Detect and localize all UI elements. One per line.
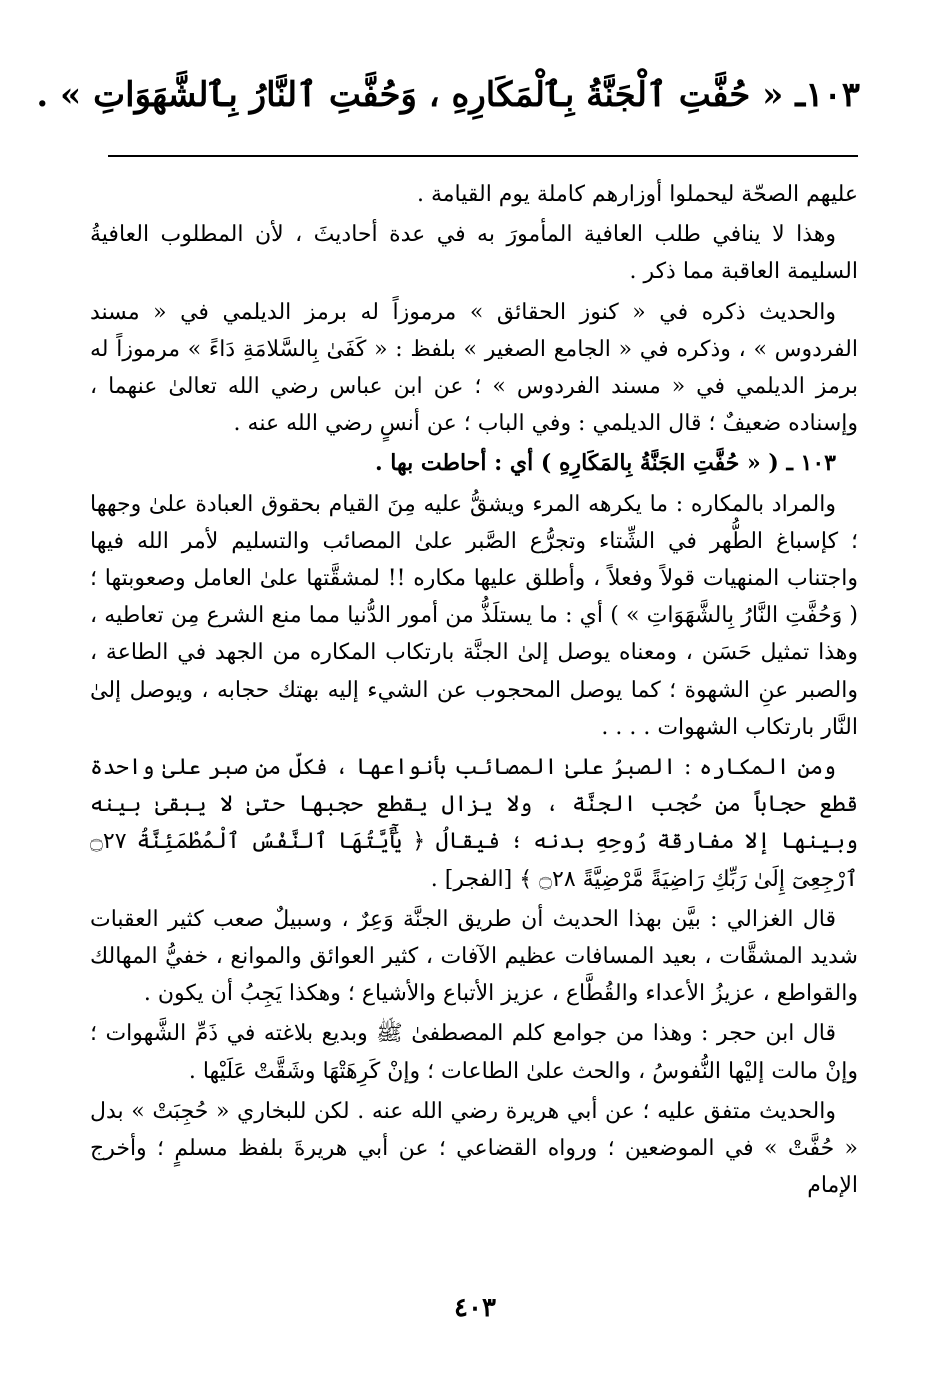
commentary-body: [90, 176, 858, 1207]
paragraph-2: وهذا لا ينافي طلب العافية المأمورَ به في عدة أحاديثَ ، لأن المطلوب العافيةُ السليمة العاقبة مما ذكر .: [90, 222, 858, 285]
paragraph-7: قال الغزالي : بيَّن بهذا الحديث أن طريق الجنَّة وَعِرٌ ، وسبيلٌ صعب كثير العقبات شديد المشقَّات ، بعيد المسافات عظيم الآفات ، كثير العوائق والموانع ، خفيُّ المهالك والقواطع ، عزيزُ الأعداء والقُطَّاع ، عزيز الأتباع والأشياع ؛ وهكذا يَجِبُ أن يكون .: [90, 906, 858, 1007]
paragraph-6: ومن المكاره : الصبرُ علىٰ المصائب بأنواعها ، فكلّ من صبر علىٰ واحدة قطع حجاباً من حُجب الجنَّة ، ولا يزال يقطع حجبها حتىٰ لا يبقىٰ بينه وبينها إلا مفارقة رُوحِهِ بدنه ؛ فيقالُ ﴿ يَٰٓأَيَّتُهَا ٱلنَّفْسُ ٱلْمُطْمَئِنَّةُ ۝٢٧ ٱرْجِعِىٓ إِلَىٰ رَبِّكِ رَاضِيَةً مَّرْضِيَّةً ۝٢٨ ﴾ [الفجر] .: [90, 755, 858, 892]
paragraph-1: عليهم الصحّة ليحملوا أوزارهم كاملة يوم القيامة .: [416, 182, 858, 207]
paragraph-5: والمراد بالمكاره : ما يكرهه المرء ويشقُّ عليه مِنَ القيام بحقوق العبادة علىٰ وجهها ؛ كإسباغ الطُّهر في الشِّتاء وتجرُّع الصَّبر علىٰ المصائب والتسليم لأمر الله فيها واجتناب المنهيات قولاً وفعلاً ، وأطلق عليها مكاره !! لمشقَّتها علىٰ العامل وصعوبتها ؛ ( وَحُفَّتِ النَّارُ بِالشَّهَوَاتِ » ) أي : ما يستلَذُّ من أمور الدُّنيا مما منع الشرع مِن تعاطيه ، وهذا تمثيل حَسَن ، ومعناه يوصل إلىٰ الجنَّة بارتكاب المكاره من الجهد في الطاعة ، والصبر عنِ الشهوة ؛ كما يوصل المحجوب عن الشيء إليه بهتك حجابه ، ويوصل إلىٰ النَّار بارتكاب الشهوات . . . .: [90, 491, 858, 740]
page-number: ٤٠٣: [454, 1293, 496, 1323]
paragraph-8: قال ابن حجر : وهذا من جوامع كلم المصطفىٰ ﷺ وبديع بلاغته في ذَمِّ الشَّهوات ؛ وإنْ مالت إليْها النُّفوسُ ، والحث علىٰ الطاعات ؛ وإنْ كَرِهَتْهَا وشَقَّتْ عَلَيْها .: [90, 1021, 858, 1084]
paragraph-3: والحديث ذكره في « كنوز الحقائق » مرموزاً له برمز الديلمي في « مسند الفردوس » ، وذكره في « الجامع الصغير » بلفظ : « كَفَىٰ بِالسَّلامَةِ دَاءً » مرموزاً له برمز الديلمي في « مسند الفردوس » ؛ عن ابن عباس رضي الله تعالىٰ عنهما ، وإسناده ضعيفٌ ؛ قال الديلمي : وفي الباب ؛ عن أنسٍ رضي الله عنه .: [90, 299, 858, 437]
paragraph-4-hadith-number: ١٠٣ ـ ( « حُفَّتِ الجَنَّةُ بِالمَكَارِهِ ) أي : أحاطت بها .: [374, 450, 836, 477]
separator-rule: [108, 155, 858, 157]
hadith-heading: ١٠٣ـ « حُفَّتِ ٱلْجَنَّةُ بِٱلْمَكَارِهِ ، وَحُفَّتِ ٱلنَّارُ بِٱلشَّهَوَاتِ » .: [36, 75, 860, 115]
paragraph-9: والحديث متفق عليه ؛ عن أبي هريرة رضي الله عنه . لكن للبخاري « حُجِبَتْ » بدل « حُفَّتْ » في الموضعين ؛ ورواه القضاعي ؛ عن أبي هريرةَ بلفظ مسلمٍ ؛ وأخرج الإمام: [90, 1098, 858, 1199]
